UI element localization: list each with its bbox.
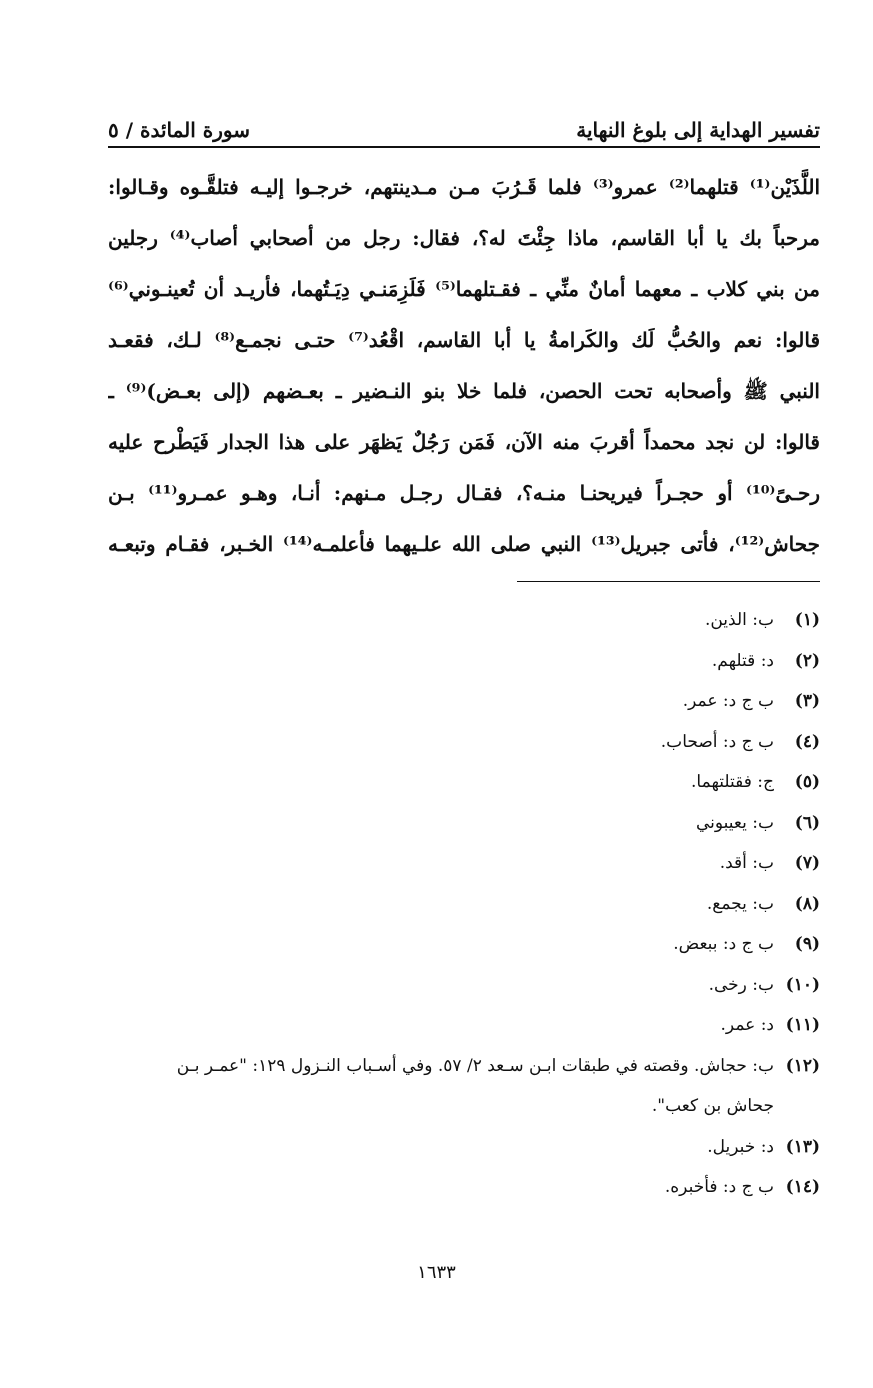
footnote-2 bbox=[108, 641, 820, 682]
header-rule bbox=[108, 146, 820, 148]
text-line: اللَّذَيْن⁽¹⁾ قتلهما⁽²⁾ عمرو⁽³⁾ فلما قَـرُبَ مـن مـدينتهم، خرجـوا إليـه فتلقَّـوه وقـالوا: bbox=[108, 175, 820, 199]
footnote-number: (١١) bbox=[785, 1015, 820, 1035]
text-line: قالوا: نعم والحُبُّ لَك والكَرامةُ يا أبا القاسم، اقْعُد⁽⁷⁾ حتـى نجمـع⁽⁸⁾ لـك، فقعـد bbox=[108, 328, 820, 352]
footnote-text: ب: أقد. bbox=[719, 853, 774, 873]
footnote-3 bbox=[108, 681, 820, 722]
footnote-text: ب: يعيبوني bbox=[695, 812, 774, 833]
footnote-12-continuation bbox=[108, 1086, 820, 1127]
footnotes bbox=[108, 600, 820, 1208]
text-line: رحـىً⁽¹⁰⁾ أو حجـراً فيريحنـا منـه؟، فقـال رجـل مـنهم: أنـا، وهـو عمـرو⁽¹¹⁾ بـن bbox=[108, 481, 820, 505]
text-line: جحاش⁽¹²⁾، فأتى جبريل⁽¹³⁾ النبي صلى الله علـيهما فأعلمـه⁽¹⁴⁾ الخـبر، فقـام وتبعـه bbox=[108, 532, 820, 556]
footnote-number: (٢) bbox=[794, 650, 820, 671]
footnote-text: ب: يجمع. bbox=[706, 893, 774, 914]
footnote-6 bbox=[108, 803, 820, 844]
footnote-number: (١٠) bbox=[785, 974, 820, 995]
text-line: النبي ﷺ وأصحابه تحت الحصن، فلما خلا بنو النـضير ـ بعـضهم (إلى بعـض)⁽⁹⁾ ـ bbox=[108, 379, 820, 403]
footnote-text: ج: فقتلتهما. bbox=[691, 772, 774, 792]
footnote-text: د: خبريل. bbox=[707, 1136, 774, 1157]
footnote-number: (٨) bbox=[794, 893, 820, 914]
footnote-text: ب ج د: أصحاب. bbox=[660, 731, 774, 752]
footnote-12 bbox=[108, 1046, 820, 1087]
footnote-5 bbox=[108, 762, 820, 803]
footnote-number: (١٣) bbox=[785, 1136, 820, 1157]
main-text bbox=[108, 162, 820, 570]
footnote-number: (١٢) bbox=[785, 1055, 820, 1076]
footnote-text: د: عمر. bbox=[720, 1015, 774, 1035]
footnote-number: (١) bbox=[794, 610, 820, 630]
footnote-text: ب ج د: عمر. bbox=[682, 691, 774, 711]
book-title: تفسير الهداية إلى بلوغ النهاية bbox=[576, 118, 820, 142]
footnote-4 bbox=[108, 722, 820, 763]
text-line: من بني كلاب ـ معهما أمانٌ منِّي ـ فقـتلهما⁽⁵⁾ فَلَزِمَنـي دِيَـتُهما، فأريـد أن تُعينـوني⁽⁶⁾ bbox=[108, 277, 820, 301]
footnote-separator bbox=[517, 581, 820, 582]
footnote-number: (١٤) bbox=[785, 1177, 820, 1197]
footnote-1 bbox=[108, 600, 820, 641]
sura-label: سورة المائدة / ٥ bbox=[108, 118, 251, 142]
footnote-7 bbox=[108, 843, 820, 884]
footnote-9 bbox=[108, 924, 820, 965]
footnote-13 bbox=[108, 1127, 820, 1168]
footnote-text: ب ج د: ببعض. bbox=[673, 934, 774, 954]
footnote-text: ب: حجاش. وقصته في طبقات ابـن سـعد ٢/ ٥٧. وفي أسـباب النـزول ١٢٩: "عمـر بـن bbox=[176, 1055, 774, 1076]
footnote-text: جحاش بن كعب". bbox=[651, 1096, 774, 1116]
text-line: مرحباً بك يا أبا القاسم، ماذا جِئْتَ له؟، فقال: رجل من أصحابي أصاب⁽⁴⁾ رجلين bbox=[108, 226, 820, 250]
running-header bbox=[108, 108, 820, 142]
footnote-number: (٩) bbox=[794, 934, 820, 954]
footnote-number: (٣) bbox=[794, 691, 820, 711]
footnote-number: (٤) bbox=[794, 731, 820, 752]
text-line: قالوا: لن نجد محمداً أقربَ منه الآن، فَمَن رَجُلٌ يَظهَر على هذا الجدار فَيَطْرح عليه bbox=[108, 430, 820, 454]
footnote-number: (٧) bbox=[794, 853, 820, 873]
footnote-11 bbox=[108, 1005, 820, 1046]
footnote-text: ب: رخى. bbox=[708, 974, 774, 995]
footnote-text: ب ج د: فأخبره. bbox=[664, 1177, 774, 1197]
footnote-text: د: قتلهم. bbox=[711, 650, 774, 671]
page-number: ١٦٣٣ bbox=[417, 1262, 456, 1283]
footnote-8 bbox=[108, 884, 820, 925]
footnote-text: ب: الذين. bbox=[704, 610, 774, 630]
footnote-10 bbox=[108, 965, 820, 1006]
footnote-number: (٥) bbox=[794, 772, 820, 792]
footnote-14 bbox=[108, 1167, 820, 1208]
footnote-number: (٦) bbox=[794, 812, 820, 833]
